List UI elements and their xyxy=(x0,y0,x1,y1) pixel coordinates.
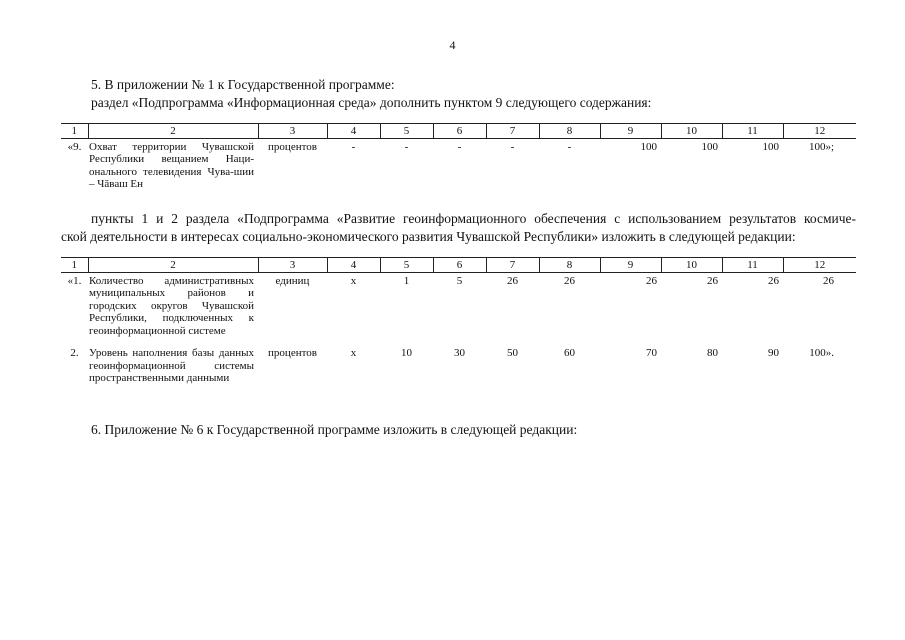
section5-instruction: раздел «Подпрограмма «Информационная среда» дополнить пунктом 9 следующего содержания: xyxy=(91,95,652,110)
table-header-row xyxy=(61,258,856,273)
row-value: 100 xyxy=(640,140,657,153)
table-subprogram-information xyxy=(61,123,856,191)
col-header: 10 xyxy=(661,258,722,273)
col-header: 7 xyxy=(486,258,539,273)
col-header: 5 xyxy=(380,124,433,139)
col-header: 9 xyxy=(600,124,661,139)
col-header: 2 xyxy=(88,124,258,139)
row-number: «1. xyxy=(67,274,82,287)
col-header: 12 xyxy=(783,124,856,139)
row-value: 50 xyxy=(507,347,518,359)
row-value: 100». xyxy=(809,347,834,359)
col-header: 7 xyxy=(486,124,539,139)
table-header-row xyxy=(61,124,856,139)
col-header: 11 xyxy=(722,258,783,273)
row-description: Уровень наполнения базы данных геоинформационной системы пространственными данными xyxy=(89,347,254,384)
row-value: 60 xyxy=(564,347,575,359)
row-value: 10 xyxy=(401,347,412,359)
col-header: 11 xyxy=(722,124,783,139)
row-number: 2. xyxy=(70,347,79,359)
row-value: 100 xyxy=(762,140,779,153)
table-subprogram-geoinformation xyxy=(61,257,856,385)
col-header: 12 xyxy=(783,258,856,273)
col-header: 4 xyxy=(327,124,380,139)
table-row xyxy=(61,345,856,385)
row-value: 26 xyxy=(707,274,718,287)
row-value: х xyxy=(350,274,357,287)
paragraph2-line1-text: пункты 1 и 2 раздела «Подпрограмма «Развитие геоинформационного обеспечения с использованием результатов космиче- xyxy=(91,211,856,226)
row-description: Охват территории Чувашской Республики вещанием Наци-онального телевидения Чува-шии – Чăваш Ен xyxy=(89,140,254,190)
row-value: 26 xyxy=(823,274,834,287)
row-value: 26 xyxy=(564,274,575,287)
col-header: 6 xyxy=(433,258,486,273)
row-number: «9. xyxy=(67,140,82,153)
col-header: 9 xyxy=(600,258,661,273)
row-value: 1 xyxy=(403,274,410,287)
table-row xyxy=(61,138,856,191)
col-header: 3 xyxy=(258,258,327,273)
col-header: 1 xyxy=(61,124,88,139)
col-header: 8 xyxy=(539,124,600,139)
col-header: 1 xyxy=(61,258,88,273)
row-unit: процентов xyxy=(268,347,317,359)
row-value: 100»; xyxy=(808,140,834,153)
row-value: 5 xyxy=(456,274,463,287)
row-value: 26 xyxy=(507,274,518,287)
row-unit: единиц xyxy=(275,274,310,287)
col-header: 10 xyxy=(661,124,722,139)
col-header: 5 xyxy=(380,258,433,273)
table-row-spacer xyxy=(61,337,856,345)
section6-intro: 6. Приложение № 6 к Государственной программе изложить в следующей редакции: xyxy=(91,422,578,437)
table-row xyxy=(61,272,856,337)
row-value: 30 xyxy=(454,347,465,359)
row-value: - xyxy=(567,140,572,153)
row-value: 80 xyxy=(707,347,718,359)
row-value: 70 xyxy=(646,347,657,359)
col-header: 3 xyxy=(258,124,327,139)
section5-intro: 5. В приложении № 1 к Государственной программе: xyxy=(91,77,395,92)
col-header: 4 xyxy=(327,258,380,273)
row-value: х xyxy=(350,347,357,359)
row-description: Количество административных муниципальных районов и городских округов Чувашской Республики, подключенных к геоинформационной системе xyxy=(89,274,254,337)
row-value: 100 xyxy=(701,140,718,153)
row-value: - xyxy=(510,140,515,153)
col-header: 8 xyxy=(539,258,600,273)
row-value: 26 xyxy=(646,274,657,287)
row-unit: процентов xyxy=(268,140,317,153)
row-value: 90 xyxy=(768,347,779,359)
col-header: 2 xyxy=(88,258,258,273)
row-value: - xyxy=(457,140,462,153)
col-header: 6 xyxy=(433,124,486,139)
row-value: - xyxy=(404,140,409,153)
row-value: - xyxy=(351,140,356,153)
section5-paragraph2-line2: ской деятельности в интересах социально-экономического развития Чувашской Республики» изложить в следующей редакции: xyxy=(61,229,796,244)
row-value: 26 xyxy=(768,274,779,287)
section5-paragraph2-line1 xyxy=(91,210,856,227)
page-number: 4 xyxy=(449,38,456,52)
